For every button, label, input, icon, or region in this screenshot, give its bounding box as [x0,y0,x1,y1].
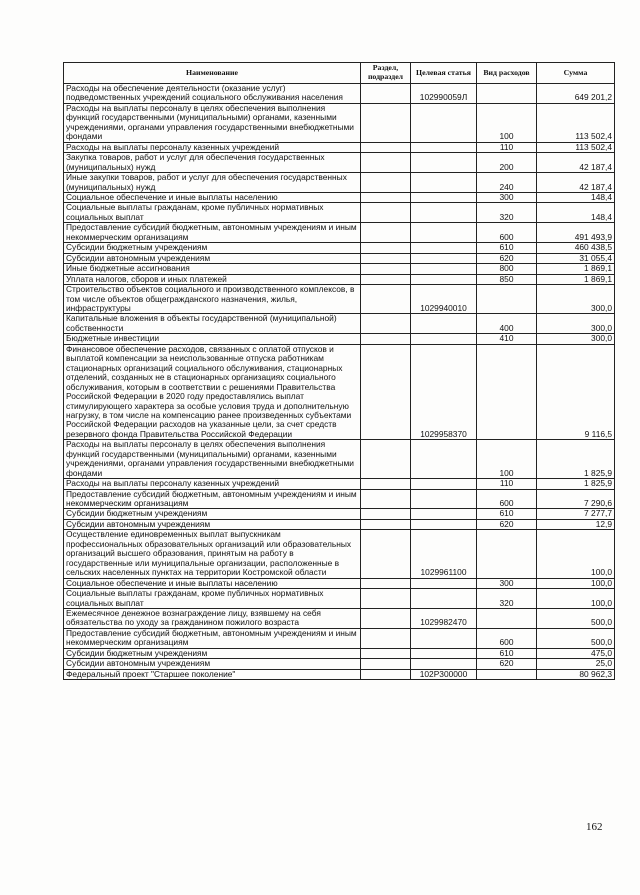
cell-type: 800 [477,264,537,274]
cell-sum: 300,0 [537,314,615,334]
cell-type [477,84,537,104]
cell-type: 610 [477,509,537,519]
cell-sum: 100,0 [537,589,615,609]
cell-type [477,344,537,440]
cell-target [411,578,477,588]
cell-type: 600 [477,223,537,243]
table-row [64,578,615,588]
cell-name: Субсидии бюджетным учреждениям [64,243,361,253]
cell-name: Уплата налогов, сборов и иных платежей [64,274,361,284]
cell-sum: 42 187,4 [537,153,615,173]
cell-name: Предоставление субсидий бюджетным, автономным учреждениям и иным некоммерческим организациям [64,489,361,509]
cell-name: Осуществление единовременных выплат выпускникам профессиональных образовательных организаций или образовательных организаций высшего образования, принятым на работу в государственные или муниципальные организации, расположенные в сельских населенных пунктах на территории Костромской области [64,530,361,578]
table-row [64,253,615,263]
cell-sum: 300,0 [537,334,615,344]
cell-target [411,264,477,274]
cell-name: Предоставление субсидий бюджетным, автономным учреждениям и иным некоммерческим организациям [64,223,361,243]
table-row [64,142,615,152]
cell-target [411,142,477,152]
cell-sum: 9 116,5 [537,344,615,440]
cell-section [361,344,411,440]
cell-name: Предоставление субсидий бюджетным, автономным учреждениям и иным некоммерческим организациям [64,628,361,648]
cell-target: 1029961100 [411,530,477,578]
cell-section [361,609,411,629]
cell-target [411,479,477,489]
page-number: 162 [586,821,603,833]
table-row [64,509,615,519]
cell-target: 102P300000 [411,669,477,679]
cell-section [361,173,411,193]
cell-name: Расходы на выплаты персоналу казенных учреждений [64,142,361,152]
table-row [64,344,615,440]
header-target: Целевая статья [411,63,477,84]
table-row [64,648,615,658]
cell-target [411,440,477,479]
table-row [64,489,615,509]
cell-section [361,203,411,223]
cell-name: Бюджетные инвестиции [64,334,361,344]
cell-type [477,609,537,629]
cell-type: 610 [477,243,537,253]
cell-section [361,243,411,253]
cell-target: 1029982470 [411,609,477,629]
cell-target [411,314,477,334]
cell-name: Расходы на выплаты персоналу казенных учреждений [64,479,361,489]
cell-type: 600 [477,628,537,648]
cell-name: Субсидии бюджетным учреждениям [64,648,361,658]
table-row [64,609,615,629]
cell-type: 200 [477,153,537,173]
cell-section [361,192,411,202]
cell-name: Ежемесячное денежное вознаграждение лицу, взявшему на себя обязательства по уходу за гражданином пожилого возраста [64,609,361,629]
table-row [64,659,615,669]
cell-name: Субсидии автономным учреждениям [64,659,361,669]
header-sum: Сумма [537,63,615,84]
cell-section [361,519,411,529]
cell-target [411,659,477,669]
cell-sum: 7 290,6 [537,489,615,509]
cell-target [411,648,477,658]
cell-type: 850 [477,274,537,284]
cell-section [361,440,411,479]
cell-target [411,509,477,519]
cell-name: Финансовое обеспечение расходов, связанных с оплатой отпусков и выплатой компенсации за неиспользованные отпуска работникам стационарных организаций социального обслуживания, стационарных отделений, созданных не в стационарных организациях социального обслуживания, которым в соответствии с решениями Правительства Российской Федерации в 2020 году предоставлялись выплат стимулирующего характера за особые условия труда и дополнительную нагрузку, в том числе на компенсацию ранее произведенных субъектами Российской Федерации расходов на указанные цели, за счет средств резервного фонда Правительства Российской Федерации [64,344,361,440]
budget-table [63,62,615,680]
cell-name: Расходы на выплаты персоналу в целях обеспечения выполнения функций государственными (муниципальными) органами, казенными учреждениями, органами управления государственными внебюджетными фондами [64,440,361,479]
cell-section [361,264,411,274]
table-header-row [64,63,615,84]
cell-section [361,648,411,658]
header-section: Раздел, подраздел [361,63,411,84]
table-row [64,530,615,578]
cell-section [361,274,411,284]
cell-type: 100 [477,440,537,479]
cell-section [361,628,411,648]
cell-target [411,153,477,173]
cell-section [361,153,411,173]
cell-sum: 475,0 [537,648,615,658]
table-body [64,84,615,680]
cell-section [361,103,411,142]
table-row [64,314,615,334]
cell-target [411,223,477,243]
cell-sum: 100,0 [537,578,615,588]
cell-name: Капитальные вложения в объекты государственной (муниципальной) собственности [64,314,361,334]
cell-section [361,334,411,344]
cell-sum: 148,4 [537,203,615,223]
table-row [64,103,615,142]
cell-type: 410 [477,334,537,344]
cell-target [411,103,477,142]
table-row [64,173,615,193]
table-row [64,274,615,284]
cell-sum: 300,0 [537,285,615,314]
header-name: Наименование [64,63,361,84]
cell-name: Социальные выплаты гражданам, кроме публичных нормативных социальных выплат [64,589,361,609]
table-row [64,153,615,173]
cell-type: 600 [477,489,537,509]
table-row [64,628,615,648]
cell-name: Расходы на обеспечение деятельности (оказание услуг) подведомственных учреждений социального обслуживания населения [64,84,361,104]
cell-type: 620 [477,659,537,669]
cell-type [477,285,537,314]
cell-section [361,659,411,669]
table-row [64,264,615,274]
cell-name: Субсидии автономным учреждениям [64,253,361,263]
cell-section [361,223,411,243]
cell-type: 300 [477,578,537,588]
cell-sum: 113 502,4 [537,103,615,142]
cell-section [361,142,411,152]
cell-target [411,192,477,202]
cell-type: 110 [477,142,537,152]
cell-target [411,203,477,223]
cell-section [361,479,411,489]
cell-type: 110 [477,479,537,489]
cell-sum: 460 438,5 [537,243,615,253]
cell-sum: 1 869,1 [537,274,615,284]
table-row [64,203,615,223]
cell-sum: 148,4 [537,192,615,202]
cell-target [411,519,477,529]
cell-type [477,530,537,578]
cell-target [411,628,477,648]
cell-name: Социальное обеспечение и иные выплаты населению [64,192,361,202]
table-row [64,285,615,314]
cell-target: 1029940010 [411,285,477,314]
cell-sum: 42 187,4 [537,173,615,193]
cell-target [411,274,477,284]
cell-section [361,84,411,104]
cell-name: Субсидии автономным учреждениям [64,519,361,529]
table-row [64,669,615,679]
cell-section [361,530,411,578]
table-row [64,440,615,479]
cell-target [411,173,477,193]
cell-sum: 1 825,9 [537,479,615,489]
cell-section [361,589,411,609]
cell-target [411,243,477,253]
cell-name: Субсидии бюджетным учреждениям [64,509,361,519]
cell-type: 320 [477,589,537,609]
cell-target [411,253,477,263]
cell-name: Закупка товаров, работ и услуг для обеспечения государственных (муниципальных) нужд [64,153,361,173]
cell-type: 240 [477,173,537,193]
table-row [64,589,615,609]
cell-sum: 7 277,7 [537,509,615,519]
cell-section [361,669,411,679]
table-row [64,243,615,253]
cell-section [361,509,411,519]
cell-type: 620 [477,253,537,263]
cell-name: Федеральный проект "Старшее поколение" [64,669,361,679]
table-row [64,519,615,529]
table-row [64,223,615,243]
cell-name: Расходы на выплаты персоналу в целях обеспечения выполнения функций государственными (муниципальными) органами, казенными учреждениями, органами управления государственными внебюджетными фондами [64,103,361,142]
cell-sum: 12,9 [537,519,615,529]
table-row [64,84,615,104]
table-row [64,479,615,489]
cell-target [411,589,477,609]
cell-target: 102990059Л [411,84,477,104]
cell-type: 300 [477,192,537,202]
cell-section [361,578,411,588]
cell-name: Иные закупки товаров, работ и услуг для обеспечения государственных (муниципальных) нужд [64,173,361,193]
cell-name: Строительство объектов социального и производственного комплексов, в том числе объектов общегражданского назначения, жилья, инфраструктуры [64,285,361,314]
cell-target: 1029958370 [411,344,477,440]
cell-type: 400 [477,314,537,334]
cell-sum: 649 201,2 [537,84,615,104]
cell-sum: 113 502,4 [537,142,615,152]
cell-type [477,669,537,679]
cell-section [361,285,411,314]
cell-name: Социальные выплаты гражданам, кроме публичных нормативных социальных выплат [64,203,361,223]
cell-target [411,334,477,344]
table-row [64,334,615,344]
cell-sum: 31 055,4 [537,253,615,263]
cell-sum: 1 869,1 [537,264,615,274]
cell-section [361,489,411,509]
header-type: Вид расходов [477,63,537,84]
cell-type: 610 [477,648,537,658]
cell-sum: 80 962,3 [537,669,615,679]
cell-sum: 1 825,9 [537,440,615,479]
cell-sum: 25,0 [537,659,615,669]
table-row [64,192,615,202]
cell-sum: 500,0 [537,628,615,648]
cell-sum: 491 493,9 [537,223,615,243]
cell-target [411,489,477,509]
cell-type: 320 [477,203,537,223]
cell-name: Иные бюджетные ассигнования [64,264,361,274]
cell-section [361,253,411,263]
cell-sum: 100,0 [537,530,615,578]
cell-section [361,314,411,334]
cell-sum: 500,0 [537,609,615,629]
cell-name: Социальное обеспечение и иные выплаты населению [64,578,361,588]
cell-type: 620 [477,519,537,529]
cell-type: 100 [477,103,537,142]
